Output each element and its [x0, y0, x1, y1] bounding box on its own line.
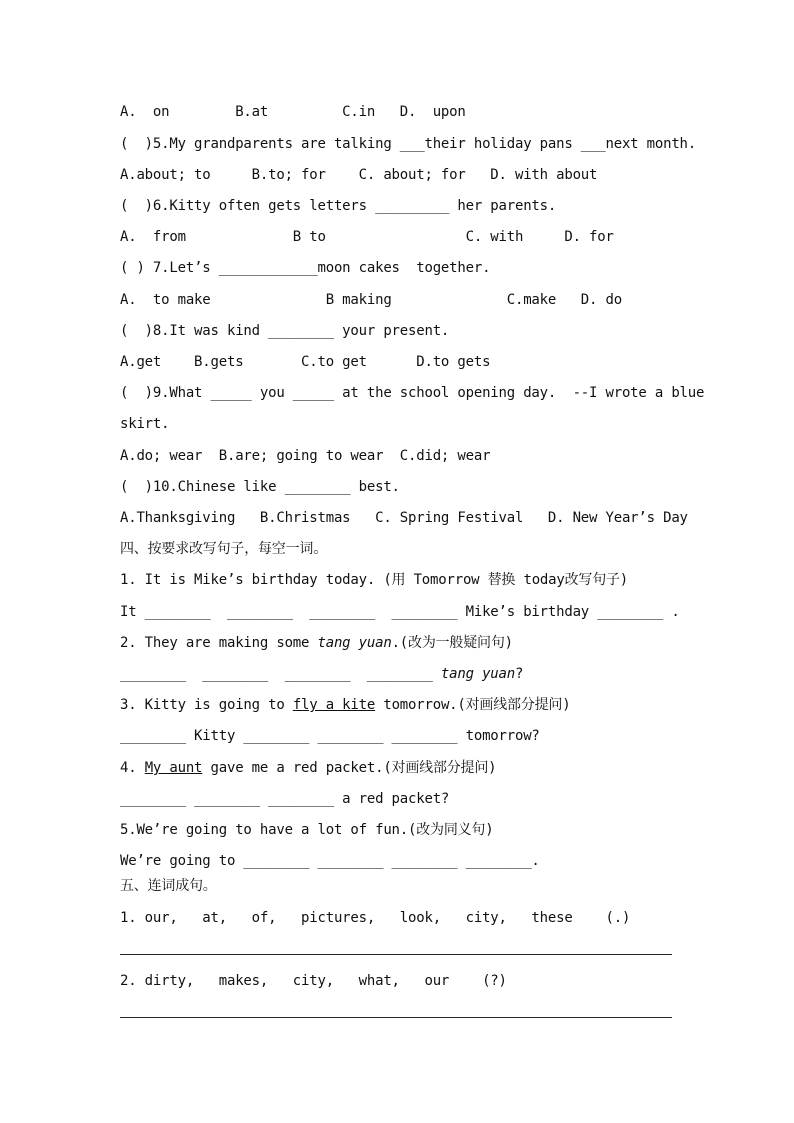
rewrite-4: [120, 759, 496, 777]
rewrite-2: [120, 634, 513, 652]
rewrite-3-text: 3. Kitty is going to: [120, 697, 293, 713]
rewrite-5: 5.We’re going to have a lot of fun.(改为同义句): [120, 822, 494, 838]
rewrite-2-text: 2. They are making some: [120, 635, 318, 651]
rewrite-2-blanks: ________ ________ ________ ________: [120, 666, 441, 682]
q6-options: A. from B to C. with D. for: [120, 229, 614, 245]
rewrite-1-answer: It ________ ________ ________ ________ Mike’s birthday ________ .: [120, 604, 680, 620]
rewrite-5-answer: We’re going to ________ ________ ________ ________.: [120, 853, 540, 869]
rewrite-3-underlined: fly a kite: [292, 697, 376, 713]
sentence-2-words: 2. dirty, makes, city, what, our (?): [120, 973, 507, 989]
section4-title: 四、按要求改写句子，每空一词。: [120, 541, 327, 557]
rewrite-2-instruction: .(改为一般疑问句): [391, 635, 513, 651]
q5-question: ( )5.My grandparents are talking ___their holiday pans ___next month.: [120, 136, 697, 152]
q9-question: ( )9.What _____ you _____ at the school opening day. --I wrote a blue: [120, 385, 705, 401]
q8-question: ( )8.It was kind ________ your present.: [120, 323, 450, 339]
q7-question: ( ) 7.Let’s ____________moon cakes together.: [120, 260, 491, 276]
q6-question: ( )6.Kitty often gets letters _________ her parents.: [120, 198, 557, 214]
rewrite-2-answer-end: ?: [514, 666, 524, 682]
q10-question: ( )10.Chinese like ________ best.: [120, 479, 400, 495]
rewrite-3-instruction: tomorrow.(对画线部分提问): [375, 697, 571, 713]
section5-title: 五、连词成句。: [120, 878, 217, 894]
rewrite-3: [120, 696, 570, 714]
rewrite-1: 1. It is Mike’s birthday today. (用 Tomorrow 替换 today改写句子): [120, 572, 629, 588]
rewrite-2-answer: [120, 665, 523, 683]
sentence-2-answer-line: [120, 1017, 672, 1018]
rewrite-3-answer: ________ Kitty ________ ________ ________ tomorrow?: [120, 728, 540, 744]
q4-options: A. on B.at C.in D. upon: [120, 104, 466, 120]
sentence-1-answer-line: [120, 954, 672, 955]
q9-options: A.do; wear B.are; going to wear C.did; wear: [120, 448, 491, 464]
rewrite-2-italic: tang yuan: [317, 635, 392, 651]
rewrite-4-answer: ________ ________ ________ a red packet?: [120, 791, 450, 807]
q10-options: A.Thanksgiving B.Christmas C. Spring Festival D. New Year’s Day: [120, 510, 688, 526]
rewrite-4-instruction: gave me a red packet.(对画线部分提问): [202, 760, 497, 776]
q9-continuation: skirt.: [120, 416, 170, 432]
sentence-1-words: 1. our, at, of, pictures, look, city, these (.): [120, 910, 631, 926]
q8-options: A.get B.gets C.to get D.to gets: [120, 354, 491, 370]
q5-options: A.about; to B.to; for C. about; for D. with about: [120, 167, 598, 183]
rewrite-2-answer-italic: tang yuan: [440, 666, 515, 682]
rewrite-4-underlined: My aunt: [144, 760, 203, 776]
q7-options: A. to make B making C.make D. do: [120, 292, 622, 308]
rewrite-4-number: 4.: [120, 760, 145, 776]
